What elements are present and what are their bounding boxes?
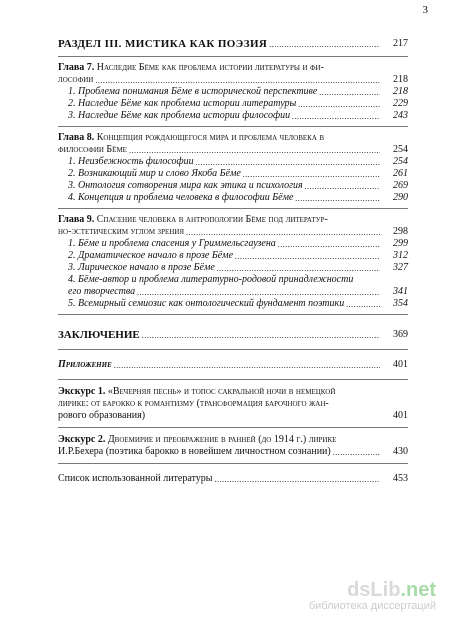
toc-item[interactable] (58, 86, 408, 98)
dot-leader (235, 252, 380, 262)
conclusion-title: ЗАКЛЮЧЕНИЕ (58, 329, 140, 341)
page-ref: 354 (393, 298, 408, 309)
toc-conclusion[interactable] (58, 329, 408, 341)
watermark-subtitle: библиотека диссертаций (308, 600, 436, 612)
divider (58, 208, 408, 209)
page-ref: 218 (393, 86, 408, 97)
toc-chapter-9 (58, 214, 408, 310)
dot-leader (319, 88, 380, 98)
dot-leader (243, 170, 380, 180)
item-title: 1. Бёме и проблема спасения у Гриммельсгаузена (68, 238, 276, 249)
excursus-title: И.Р.Бехера (поэтика барокко в новейшем личностном сознании) (58, 446, 331, 457)
page-ref: 401 (393, 359, 408, 370)
page-number: 3 (422, 4, 428, 16)
item-title: его творчества (68, 286, 136, 297)
dot-leader (295, 194, 380, 204)
page-ref: 369 (393, 329, 408, 340)
toc-item-line: 4. Бёме-автор и проблема литературно-родовой принадлежности (68, 274, 354, 285)
section-title: РАЗДЕЛ III. МИСТИКА КАК ПОЭЗИЯ (58, 38, 268, 50)
page-ref: 254 (393, 144, 408, 155)
divider (58, 314, 408, 315)
toc-item[interactable] (58, 98, 408, 110)
item-title: 2. Возникающий мир и слово Якоба Бёме (68, 168, 241, 179)
toc-excursus-2 (58, 434, 408, 458)
dot-leader (215, 475, 381, 485)
toc-item[interactable] (58, 110, 408, 122)
excursus-title-line (58, 434, 408, 446)
chapter-title-line (58, 214, 408, 226)
toc-appendix[interactable] (58, 359, 408, 371)
page-ref: 243 (393, 110, 408, 121)
item-title: 5. Всемирный семиозис как онтологический фундамент поэтики (68, 298, 345, 309)
toc-entry[interactable] (58, 410, 408, 422)
toc-item[interactable] (58, 168, 408, 180)
dot-leader (298, 100, 380, 110)
divider (58, 463, 408, 464)
toc-item[interactable] (58, 262, 408, 274)
page-ref: 430 (393, 446, 408, 457)
chapter-title-line (58, 132, 408, 144)
excursus-title-line (58, 386, 408, 398)
chapter-label: Глава 7. (58, 62, 95, 73)
page-ref: 217 (393, 38, 408, 49)
dot-leader (292, 112, 380, 122)
excursus-title: Двоемирие и преображение в ранней (до 1914 г.) лирике (107, 434, 337, 445)
dot-leader (217, 264, 380, 274)
page-ref: 453 (393, 473, 408, 484)
excursus-label: Экскурс 2. (58, 434, 106, 445)
chapter-title: Наследие Бёме как проблема истории литературы и фи- (96, 62, 324, 73)
dot-leader (305, 182, 380, 192)
page-ref: 269 (393, 180, 408, 191)
excursus-title: рового образования) (58, 410, 146, 421)
logo-tld-text: .net (400, 579, 436, 601)
divider (58, 379, 408, 380)
dot-leader (346, 300, 380, 310)
toc-chapter-8 (58, 132, 408, 204)
dot-leader (278, 240, 380, 250)
toc-entry[interactable] (58, 74, 408, 86)
toc-entry[interactable] (58, 446, 408, 458)
chapter-title: философии Бёме (58, 144, 127, 155)
page-ref: 261 (393, 168, 408, 179)
chapter-title: но-эстетическим углом зрения (58, 226, 185, 237)
chapter-title-line (58, 62, 408, 74)
excursus-title: «Вечерняя песнь» и топос сакральной ночи в немецкой (107, 386, 336, 397)
divider (58, 349, 408, 350)
page-ref: 218 (393, 74, 408, 85)
page-ref: 312 (393, 250, 408, 261)
page-ref: 290 (393, 192, 408, 203)
page-ref: 401 (393, 410, 408, 421)
item-title: 3. Онтология сотворения мира как этика и психология (68, 180, 303, 191)
toc-item[interactable] (58, 286, 408, 298)
page-ref: 299 (393, 238, 408, 249)
page-ref: 341 (393, 286, 408, 297)
chapter-title: лософии (58, 74, 94, 85)
dslib-logo (309, 580, 436, 600)
dot-leader (196, 158, 380, 168)
item-title: 2. Наследие Бёме как проблема истории литературы (68, 98, 297, 109)
dot-leader (186, 228, 380, 238)
item-title: 1. Неизбежность философии (68, 156, 194, 167)
item-title: 1. Проблема понимания Бёме в исторической перспективе (68, 86, 318, 97)
dot-leader (142, 331, 380, 341)
toc-item[interactable] (58, 238, 408, 250)
toc-entry[interactable] (58, 144, 408, 156)
excursus-label: Экскурс 1. (58, 386, 106, 397)
item-title: 3. Наследие Бёме как проблема истории философии (68, 110, 291, 121)
dot-leader (333, 448, 380, 458)
page-ref: 254 (393, 156, 408, 167)
logo-main-text: dsLib (347, 579, 401, 601)
table-of-contents (58, 38, 408, 485)
chapter-title: Концепция рождающегося мира и проблема человека в (96, 132, 325, 143)
dot-leader (114, 361, 380, 371)
references-title: Список использованной литературы (58, 473, 213, 484)
chapter-title: Спасение человека в антропологии Бёме под литератур- (96, 214, 328, 225)
toc-chapter-7 (58, 62, 408, 122)
page-ref: 298 (393, 226, 408, 237)
dot-leader (269, 40, 380, 50)
chapter-label: Глава 9. (58, 214, 95, 225)
dot-leader (137, 288, 380, 298)
divider (58, 427, 408, 428)
toc-item[interactable] (58, 298, 408, 310)
item-title: 4. Концепция и проблема человека в философии Бёме (68, 192, 294, 203)
excursus-title-line: лирике: от барокко к романтизму (трансформация барочного жан- (58, 398, 329, 409)
toc-section-3[interactable] (58, 38, 408, 50)
divider (58, 126, 408, 127)
divider (58, 56, 408, 57)
chapter-label: Глава 8. (58, 132, 95, 143)
page-ref: 229 (393, 98, 408, 109)
dot-leader (129, 146, 380, 156)
toc-item[interactable] (58, 156, 408, 168)
toc-entry[interactable] (58, 226, 408, 238)
toc-item[interactable] (58, 192, 408, 204)
toc-item[interactable] (58, 250, 408, 262)
toc-references[interactable] (58, 473, 408, 485)
watermark (309, 580, 436, 613)
appendix-title: Приложение (58, 359, 112, 370)
item-title: 2. Драматическое начало в прозе Бёме (68, 250, 234, 261)
dot-leader (95, 76, 380, 86)
item-title: 3. Лирическое начало в прозе Бёме (68, 262, 215, 273)
toc-excursus-1 (58, 386, 408, 422)
page-ref: 327 (393, 262, 408, 273)
toc-item[interactable] (58, 180, 408, 192)
